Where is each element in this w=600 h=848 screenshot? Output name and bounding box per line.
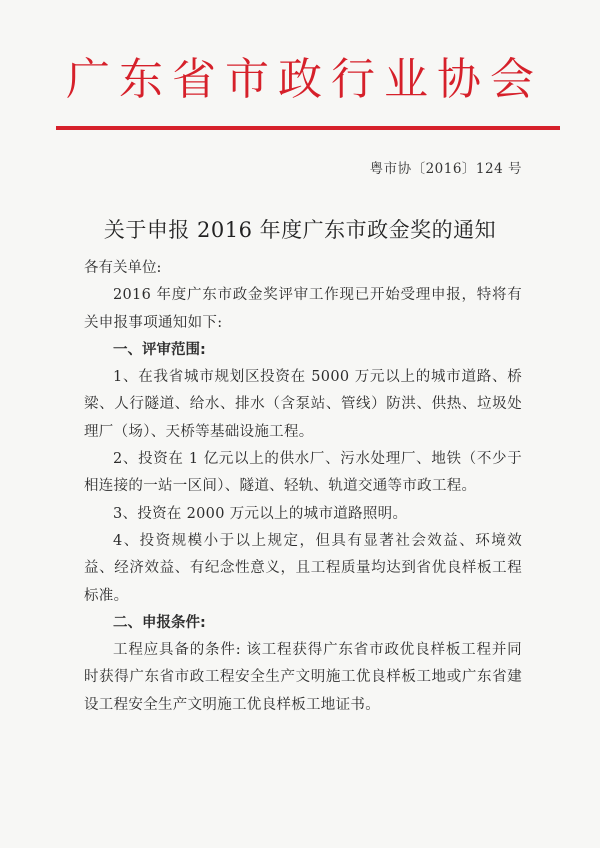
red-header-rule bbox=[56, 126, 560, 130]
scope-item-1: 1、在我省城市规划区投资在 5000 万元以上的城市道路、桥梁、人行隧道、给水、排水（含泵站、管线）防洪、供热、垃圾处理厂（场）、天桥等基础设施工程。 bbox=[84, 369, 522, 440]
document-body bbox=[84, 255, 522, 719]
conditions-item-1: 工程应具备的条件: 该工程获得广东省市政优良样板工程并同时获得广东省市政工程安全生产文明施工优良样板工地或广东省建设工程安全生产文明施工优良样板工地证书。 bbox=[84, 642, 522, 713]
intro-paragraph: 2016 年度广东市政金奖评审工作现已开始受理申报，特将有关申报事项通知如下: bbox=[84, 287, 522, 331]
document-title: 关于申报 2016 年度广东市政金奖的通知 bbox=[103, 218, 497, 242]
scope-item-4: 4、投资规模小于以上规定，但具有显著社会效益、环境效益、经济效益、有纪念性意义，且工程质量均达到省优良样板工程标准。 bbox=[84, 532, 522, 604]
scope-item-2: 2、投资在 1 亿元以上的供水厂、污水处理厂、地铁（不少于相连接的一站一区间）、隧道、轻轨、轨道交通等市政工程。 bbox=[84, 451, 522, 495]
section-heading-scope: 一、评审范围: bbox=[113, 341, 206, 358]
scope-item-3: 3、投资在 2000 万元以上的城市道路照明。 bbox=[113, 505, 408, 522]
salutation: 各有关单位: bbox=[84, 260, 162, 276]
section-heading-conditions: 二、申报条件: bbox=[113, 614, 206, 631]
organization-header: 广东省市政行业协会 bbox=[66, 54, 543, 105]
document-number: 粤市协〔2016〕124 号 bbox=[369, 161, 522, 177]
